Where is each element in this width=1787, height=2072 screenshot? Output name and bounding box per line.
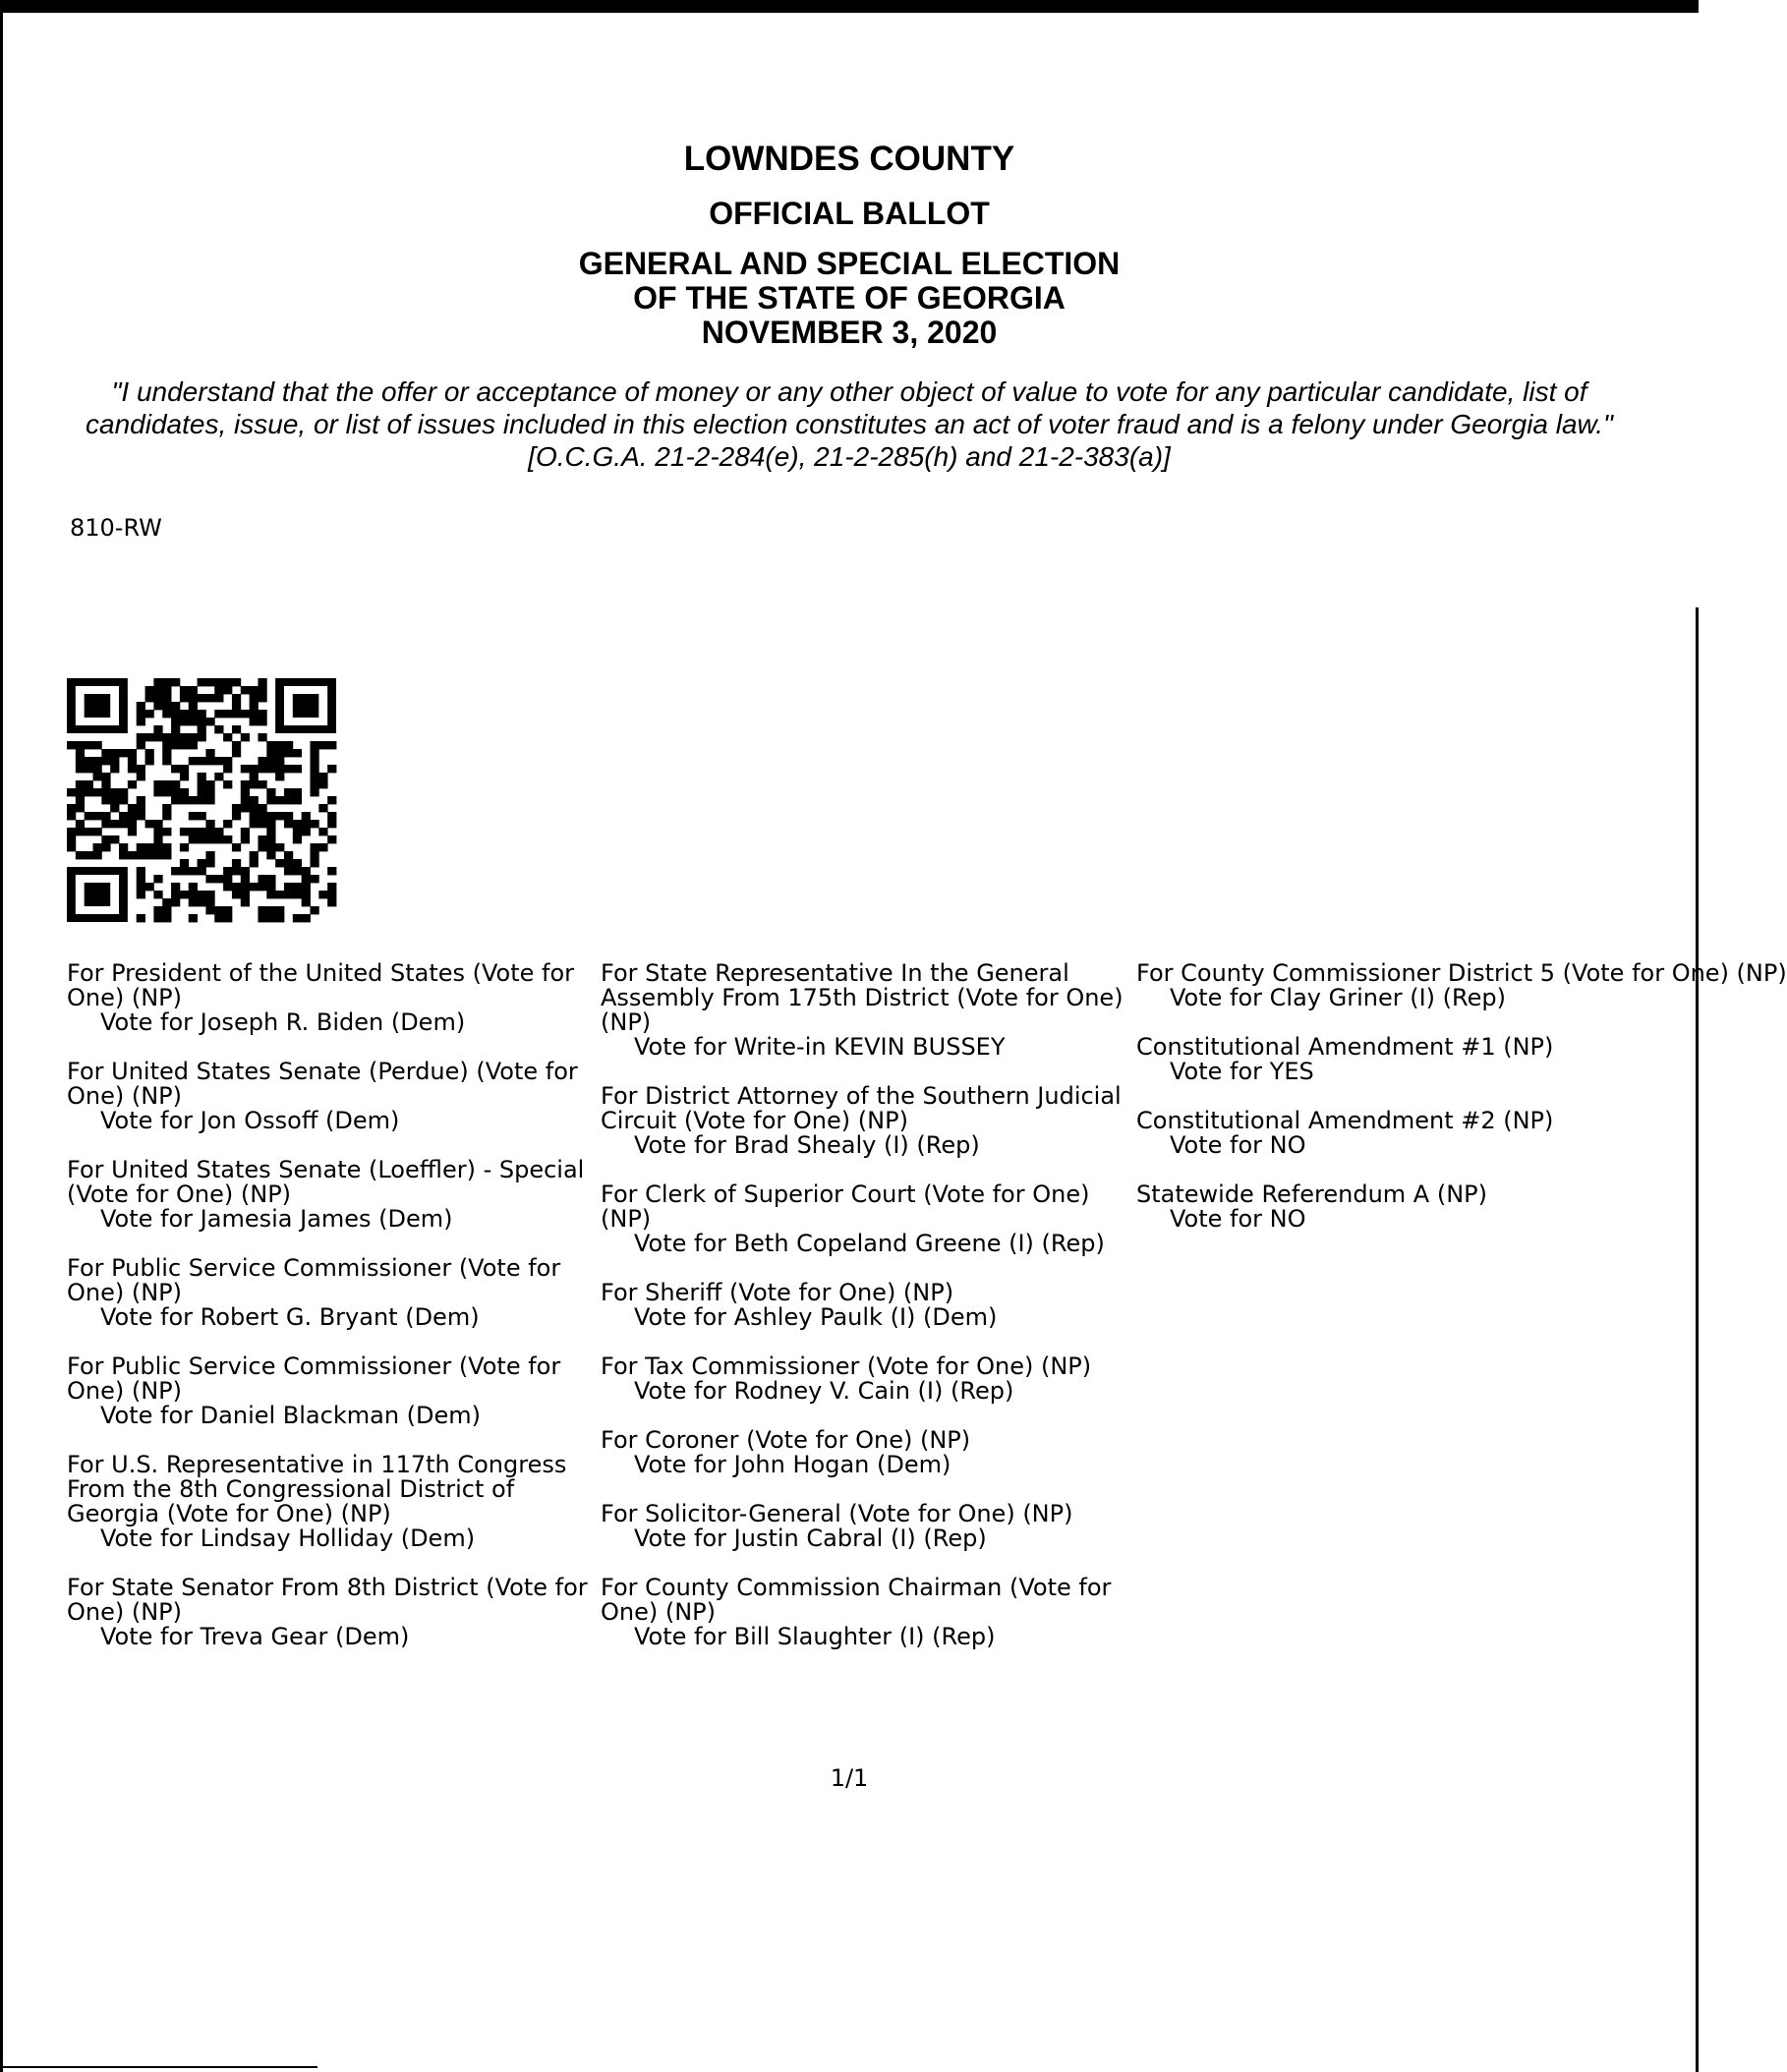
- race-selection: Vote for NO: [1170, 1205, 1306, 1233]
- race-selection: Vote for Jon Ossoff (Dem): [100, 1107, 400, 1134]
- qr-modules: [67, 678, 336, 922]
- race-selection: Vote for John Hogan (Dem): [634, 1451, 951, 1478]
- scan-right-border: [1696, 607, 1699, 2072]
- race-column-1: [67, 961, 598, 1674]
- race-entry: [601, 1354, 1131, 1404]
- election-line-1: GENERAL AND SPECIAL ELECTION: [578, 246, 1121, 281]
- race-entry: [67, 1354, 598, 1428]
- voter-fraud-oath: "I understand that the offer or acceptance of money or any other object of value to vote for any particular candidate, list of candidates, issue, or list of issues included in this election constitutes an act of voter fraud and is a felony under Georgia law." [O.C.G.A. 21-2-284(e), 21-2-285(h) and 21-2-383(a)]: [86, 376, 1613, 472]
- race-selection: Vote for Treva Gear (Dem): [100, 1623, 410, 1650]
- race-selection: Vote for Jamesia James (Dem): [100, 1205, 453, 1233]
- race-entry: [601, 1281, 1131, 1330]
- race-entry: [67, 1453, 598, 1551]
- ballot-style-code: 810-RW: [70, 514, 162, 542]
- race-title: For Clerk of Superior Court (Vote for One) (NP): [601, 1180, 1090, 1233]
- race-selection: Vote for Brad Shealy (I) (Rep): [634, 1131, 980, 1159]
- race-selection: Vote for Rodney V. Cain (I) (Rep): [634, 1377, 1014, 1405]
- race-selection: Vote for Robert G. Bryant (Dem): [100, 1303, 480, 1331]
- election-title: [0, 247, 1699, 350]
- race-entry: [601, 1182, 1131, 1256]
- race-title: For County Commission Chairman (Vote for One) (NP): [601, 1574, 1112, 1626]
- race-title: For Coroner (Vote for One) (NP): [601, 1426, 971, 1454]
- race-selection: Vote for Joseph R. Biden (Dem): [100, 1008, 466, 1036]
- race-selection: Vote for Bill Slaughter (I) (Rep): [634, 1623, 996, 1650]
- race-entry: [1136, 1182, 1699, 1232]
- scan-top-border: [0, 0, 1699, 13]
- race-selection: Vote for Clay Griner (I) (Rep): [1170, 984, 1506, 1011]
- race-title: For Tax Commissioner (Vote for One) (NP): [601, 1353, 1092, 1380]
- race-entry: [67, 1256, 598, 1330]
- race-entry: [1136, 1109, 1699, 1158]
- race-title: For President of the United States (Vote for One) (NP): [67, 959, 575, 1011]
- race-column-2: [601, 961, 1131, 1674]
- race-title: For United States Senate (Perdue) (Vote for One) (NP): [67, 1058, 578, 1110]
- race-selection: Vote for Lindsay Holliday (Dem): [100, 1525, 476, 1552]
- race-title: Constitutional Amendment #1 (NP): [1136, 1033, 1554, 1061]
- race-selection: Vote for NO: [1170, 1131, 1306, 1159]
- race-entry: [601, 1428, 1131, 1477]
- race-entry: [601, 961, 1131, 1060]
- race-title: Constitutional Amendment #2 (NP): [1136, 1107, 1554, 1134]
- race-title: For Public Service Commissioner (Vote for One) (NP): [67, 1254, 561, 1306]
- race-selection: Vote for Daniel Blackman (Dem): [100, 1402, 482, 1429]
- race-selection: Vote for YES: [1170, 1058, 1314, 1085]
- race-selection: Vote for Beth Copeland Greene (I) (Rep): [634, 1230, 1105, 1257]
- qr-code-icon: [67, 678, 336, 922]
- race-column-3: [1136, 959, 1787, 1256]
- race-title: For Solicitor-General (Vote for One) (NP): [601, 1500, 1073, 1527]
- race-title: For United States Senate (Loeffler) - Special (Vote for One) (NP): [67, 1156, 585, 1208]
- page-number: 1/1: [830, 1764, 869, 1792]
- race-selection: Vote for Write-in KEVIN BUSSEY: [634, 1033, 1006, 1061]
- race-entry: [601, 1084, 1131, 1158]
- race-entry: [1136, 959, 1787, 1011]
- race-entry: [67, 1060, 598, 1133]
- race-title: Statewide Referendum A (NP): [1136, 1180, 1487, 1208]
- race-selection: Vote for Ashley Paulk (I) (Dem): [634, 1303, 998, 1331]
- county-title: LOWNDES COUNTY: [683, 140, 1015, 178]
- race-selection: Vote for Justin Cabral (I) (Rep): [634, 1525, 987, 1552]
- race-entry: [601, 1502, 1131, 1551]
- race-title: For State Representative In the General Assembly From 175th District (Vote for One) (NP): [601, 959, 1124, 1036]
- scan-bottom-rule: [3, 2066, 317, 2068]
- race-title: For Public Service Commissioner (Vote for One) (NP): [67, 1353, 561, 1405]
- race-title: For U.S. Representative in 117th Congress From the 8th Congressional District of Georgia (Vote for One) (NP): [67, 1451, 567, 1527]
- race-entry: [1136, 1035, 1699, 1084]
- race-entry: [601, 1576, 1131, 1649]
- race-entry: [67, 1158, 598, 1232]
- ballot-type: OFFICIAL BALLOT: [709, 196, 990, 231]
- race-entry: [67, 1576, 598, 1649]
- election-date: NOVEMBER 3, 2020: [701, 315, 998, 350]
- race-title: For District Attorney of the Southern Judicial Circuit (Vote for One) (NP): [601, 1082, 1122, 1134]
- race-entry: [67, 961, 598, 1035]
- race-title: For State Senator From 8th District (Vote for One) (NP): [67, 1574, 588, 1626]
- race-title: For Sheriff (Vote for One) (NP): [601, 1279, 954, 1306]
- election-line-2: OF THE STATE OF GEORGIA: [633, 280, 1066, 316]
- race-title: For County Commissioner District 5 (Vote for One) (NP): [1136, 959, 1787, 987]
